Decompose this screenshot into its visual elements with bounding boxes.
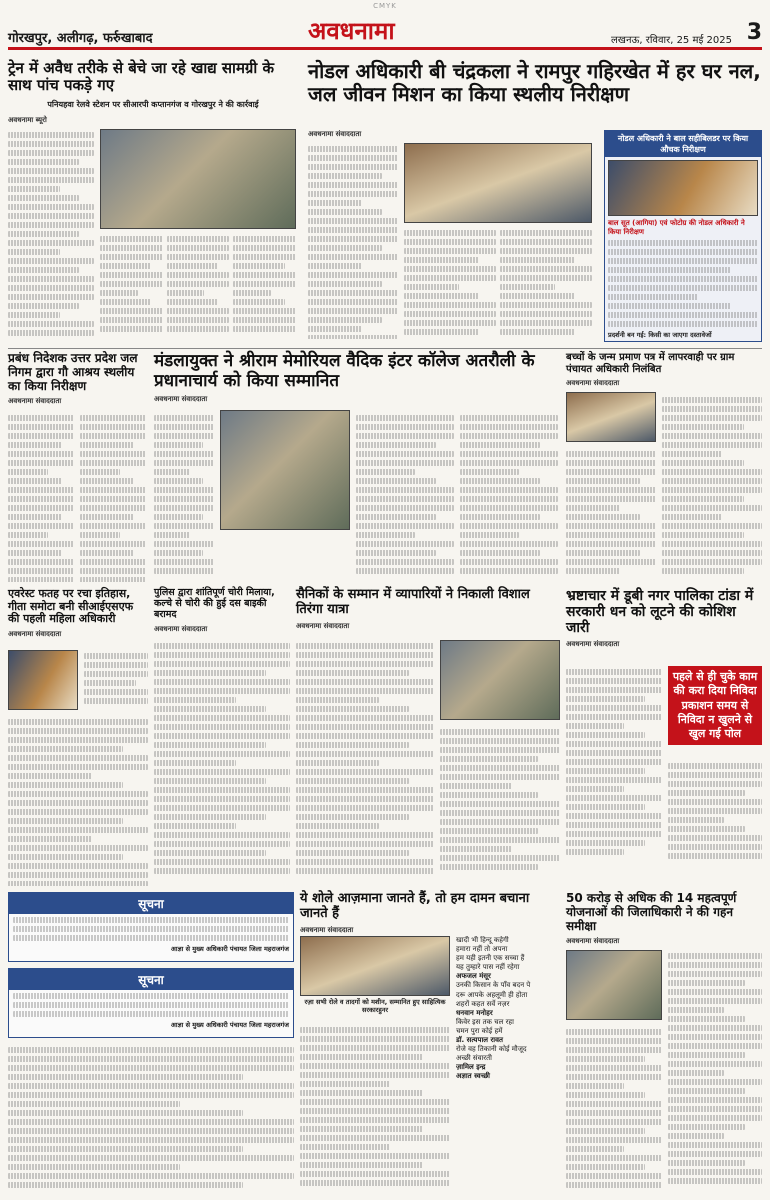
newspaper-logo: अवधनामा <box>308 16 395 45</box>
photo-dm-review <box>566 950 662 1020</box>
poem-column <box>456 936 560 1194</box>
poet-name: डॉ. सत्यपाल रावत <box>456 1036 504 1045</box>
story-nodal-officer <box>308 60 762 106</box>
poem-line: हम यही इतनी एक सच्चा हैं <box>456 954 525 963</box>
story-50-crore-schemes <box>566 892 762 946</box>
notice-signature: आज्ञा से मुख्य अधिकारी पंचायत जिला महराजगंज <box>170 945 289 953</box>
divider <box>8 348 762 349</box>
byline: अवधनामा संवाददाता <box>300 925 354 934</box>
poem-line: खादी भी हिन्दू कहेगी <box>456 936 509 944</box>
notice-2 <box>8 968 294 1038</box>
poem-line: चमन पुरा कोई हमें <box>456 1026 503 1035</box>
notice-title: सूचना <box>9 893 293 914</box>
poet-name: अज्ञात स्वच्छी <box>456 1072 490 1081</box>
poem-line: दरू आपके अहलूमी ही होता <box>456 990 528 999</box>
byline: अवधनामा संवाददाता <box>566 640 620 649</box>
photo-tiranga-rally <box>440 640 560 720</box>
story-nodal-body <box>308 130 598 342</box>
byline: अवधनामा संवाददाता <box>8 629 62 638</box>
poem-line: उनकी किसान के पाँव बदन पे <box>456 981 531 990</box>
headline: ट्रेन में अवैध तरीके से बेचे जा रहे खाद्य सामग्री के साथ पांच पकड़े गए <box>8 59 275 95</box>
poem-line: यह तुम्हारे पास नहीं रहेगा <box>456 963 520 972</box>
poem-line: किवेर इस तक चल रहा <box>456 1017 514 1026</box>
story-everest <box>8 588 148 639</box>
sidebar-photo <box>608 160 758 216</box>
photo-official <box>566 392 656 442</box>
poem-line: अच्छी संवारती <box>456 1054 492 1063</box>
headline: ये शोले आज़माना जानते हैं, तो हम दामन बचाना जानते हैं <box>300 891 530 921</box>
photo-geeta-samota <box>8 650 78 710</box>
story-body <box>8 129 94 339</box>
story-shriram-memorial <box>154 352 560 404</box>
poet-name: धनवान मनोहर <box>456 1008 493 1017</box>
notice-1 <box>8 892 294 962</box>
byline: अवधनामा ब्यूरो <box>8 115 47 124</box>
story-body <box>100 233 163 333</box>
story-body <box>296 640 434 880</box>
photo-caption: रज़ा सभी रोले व तादगों को मशीन, सम्मानित हुए साहित्यिक सरकारहुनर <box>304 998 446 1015</box>
color-marker: CMYK <box>373 2 397 10</box>
story-body <box>300 1024 450 1194</box>
byline: अवधनामा संवाददाता <box>154 395 208 404</box>
story-tanda-corruption <box>566 588 762 649</box>
story-train-food <box>8 60 298 339</box>
notice-title: सूचना <box>9 969 293 990</box>
photo-seized-goods <box>100 129 296 229</box>
story-body <box>566 448 656 582</box>
masthead <box>8 14 762 50</box>
headline: नोडल अधिकारी बी चंद्रकला ने रामपुर गहिरखेत में हर घर नल, जल जीवन मिशन का किया स्थलीय निरीक्षण <box>308 59 761 106</box>
byline: अवधनामा संवाददाता <box>566 937 620 946</box>
headline: एवरेस्ट फतह पर रचा इतिहास, गीता समोटा बनी सीआईएसएफ की पहली महिला अधिकारी <box>8 587 134 626</box>
poem-line: रोजे वह तिकानी कोई मौजूद <box>456 1045 527 1054</box>
story-body <box>440 726 560 880</box>
subhead: पनियहवा रेलवे स्टेशन पर सीआरपी कप्तानगंज व गोरखपुर ने की कार्रवाई <box>47 99 259 109</box>
byline: अवधनामा संवाददाता <box>566 379 620 387</box>
byline: अवधनामा संवाददाता <box>308 130 362 138</box>
photo-felicitation <box>220 410 350 530</box>
sidebar-title: नोडल अधिकारी ने बाल सहीबिलडर पर किया औचक निरीक्षण <box>605 131 761 157</box>
headline: प्रबंध निदेशक उत्तर प्रदेश जल निगम द्वारा गौ आश्रय स्थलीय का किया निरीक्षण <box>8 351 138 393</box>
story-shole <box>300 892 560 935</box>
headline: मंडलायुक्त ने श्रीराम मेमोरियल वैदिक इंटर कॉलेज अतरौली के प्रधानाचार्य को किया सम्मानित <box>154 351 535 391</box>
story-body <box>8 716 148 886</box>
headline: 50 करोड़ से अधिक की 14 महत्वपूर्ण योजनाओं की जिलाधिकारी ने की गहन समीक्षा <box>566 891 737 933</box>
photo-inspection <box>404 143 592 223</box>
story-body <box>84 650 148 710</box>
story-body <box>8 412 74 582</box>
story-body <box>566 1026 662 1194</box>
story-body <box>460 412 558 580</box>
story-body <box>662 394 762 582</box>
poet-name: अफजल मंसूर <box>456 972 491 981</box>
story-body <box>154 412 214 580</box>
poet-name: ज़ामिल इन्द्र <box>456 1063 486 1072</box>
story-body <box>356 412 454 580</box>
headline: पुलिस द्वारा शांतिपूर्ण चोरी मिलाया, कल्चे से चोरी की हुई दस बाइकी बरामद <box>154 587 275 620</box>
dateline: लखनऊ, रविवार, 25 मई 2025 <box>611 35 732 46</box>
callout-box: पहले से ही चुके काम की करा दिया निविदा प्रकाशन समय से निविदा न खुलने से खुल गई पोल <box>668 666 762 745</box>
byline: अवधनामा संवाददाता <box>296 621 350 630</box>
story-body <box>154 640 290 880</box>
headline: सैनिकों के सम्मान में व्यापारियों ने निकाली विशाल तिरंगा यात्रा <box>296 587 530 617</box>
story-body <box>80 412 146 582</box>
story-jal-nigam <box>8 352 148 406</box>
story-body <box>668 950 762 1194</box>
byline: अवधनामा संवाददाता <box>154 624 208 633</box>
sidebar-caption: प्रदर्शनी बन गई: किसी का जाएगा दस्तावेजों <box>608 331 712 339</box>
story-police-bikes <box>154 588 290 634</box>
story-body <box>566 666 662 866</box>
byline: अवधनामा संवाददाता <box>8 397 62 406</box>
poem-line: शहरों कहत सर्वे नज़र <box>456 999 510 1008</box>
story-body <box>668 760 762 866</box>
photo-mushaira <box>300 936 450 996</box>
story-birth-certificate <box>566 352 762 388</box>
story-body <box>167 233 230 333</box>
headline: बच्चों के जन्म प्रमाण पत्र में लापरवाही पर ग्राम पंचायत अधिकारी निलंबित <box>566 352 735 375</box>
sidebar-nodal-inspection <box>604 130 762 342</box>
story-body <box>8 1044 294 1194</box>
poem-line: हमारा नहीं तो अपना <box>456 945 508 954</box>
story-tiranga-yatra <box>296 588 560 631</box>
headline: भ्रष्टाचार में डूबी नगर पालिका टांडा में सरकारी धन को लूटने की कोशिश जारी <box>566 588 754 637</box>
page-number: 3 <box>746 20 762 45</box>
sidebar-subtitle: बाल सूत (आगिया) एवं फोटोग्र की नोडल अधिकारी ने किया निरीक्षण <box>608 219 745 236</box>
story-body <box>233 233 296 333</box>
edition-cities: गोरखपुर, अलीगढ़, फर्रुखाबाद <box>8 31 153 46</box>
notice-signature: आज्ञा से मुख्य अधिकारी पंचायत जिला महराजगंज <box>170 1021 289 1029</box>
